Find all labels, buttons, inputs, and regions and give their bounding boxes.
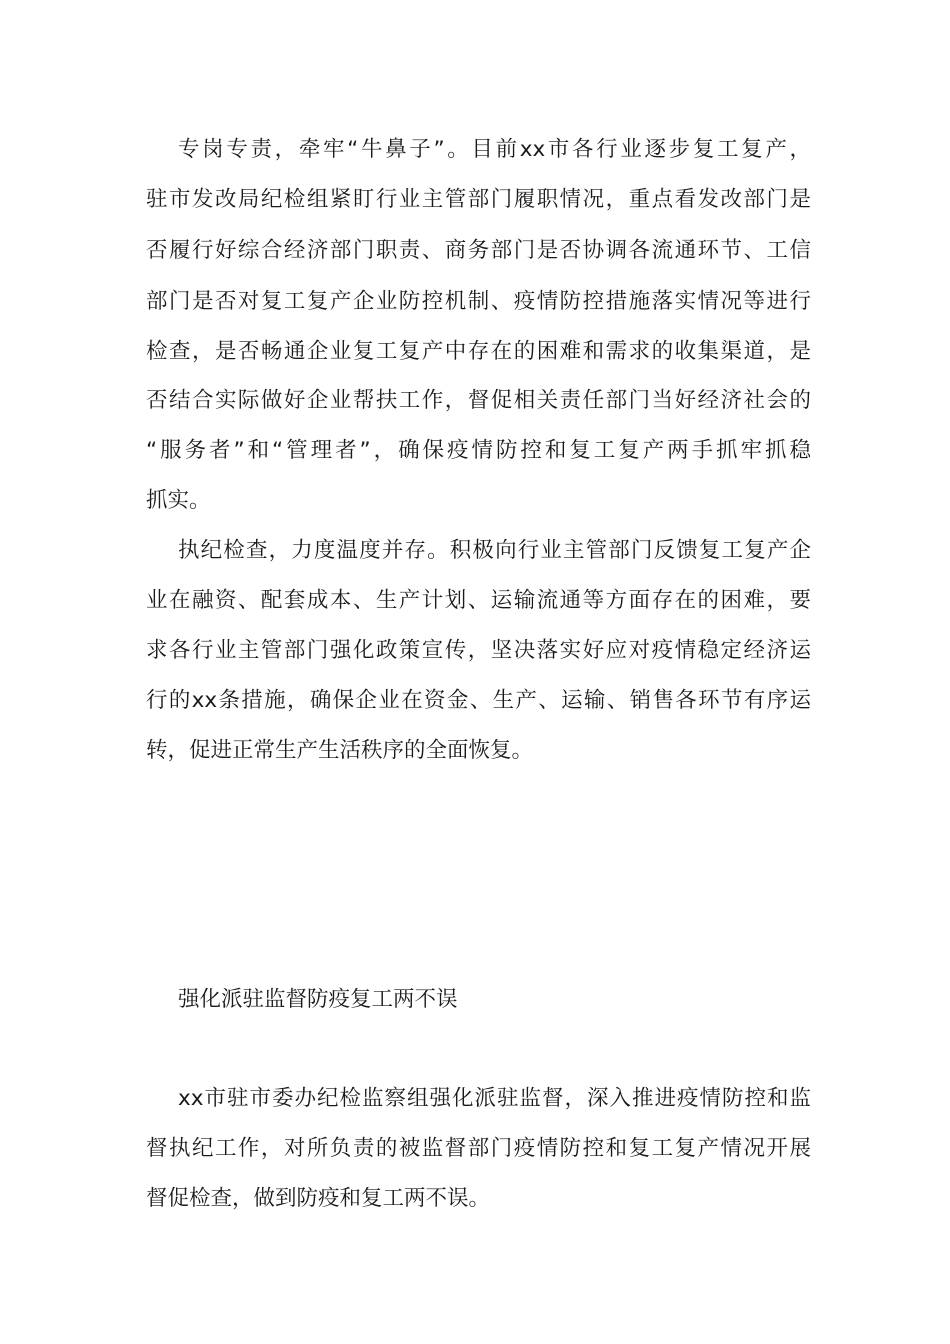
paragraph-1-line-6: 否结合实际做好企业帮扶工作，督促相关责任部门当好经济社会的 [146,388,811,413]
paragraph-1-line-4: 部门是否对复工复产企业防控机制、疫情防控措施落实情况等进行 [146,289,811,314]
paragraph-2-line-3: 求各行业主管部门强化政策宣传，坚决落实好应对疫情稳定经济运 [146,638,811,663]
paragraph-1-line-5: 检查，是否畅通企业复工复产中存在的困难和需求的收集渠道，是 [146,339,811,364]
paragraph-3-line-3: 督促检查，做到防疫和复工两不误。 [146,1186,491,1211]
paragraph-1-line-8: 抓实。 [146,488,211,513]
paragraph-2-line-4: 行的xx条措施，确保企业在资金、生产、运输、销售各环节有序运 [146,688,811,713]
paragraph-3-line-2: 督执纪工作，对所负责的被监督部门疫情防控和复工复产情况开展 [146,1136,811,1161]
section-heading: 强化派驻监督防疫复工两不误 [178,987,458,1012]
paragraph-1-line-1: 专岗专责，牵牢“牛鼻子”。目前xx市各行业逐步复工复产， [178,137,811,162]
paragraph-2-line-1: 执纪检查，力度温度并存。积极向行业主管部门反馈复工复产企 [178,538,811,563]
paragraph-1-line-2: 驻市发改局纪检组紧盯行业主管部门履职情况，重点看发改部门是 [146,187,811,212]
paragraph-1-line-3: 否履行好综合经济部门职责、商务部门是否协调各流通环节、工信 [146,238,811,263]
paragraph-1-line-7: “服务者”和“管理者”，确保疫情防控和复工复产两手抓牢抓稳 [146,438,811,463]
paragraph-2-line-2: 业在融资、配套成本、生产计划、运输流通等方面存在的困难，要 [146,588,811,613]
paragraph-3-line-1: xx市驻市委办纪检监察组强化派驻监督，深入推进疫情防控和监 [178,1086,811,1111]
paragraph-2-line-5: 转，促进正常生产生活秩序的全面恢复。 [146,738,534,763]
